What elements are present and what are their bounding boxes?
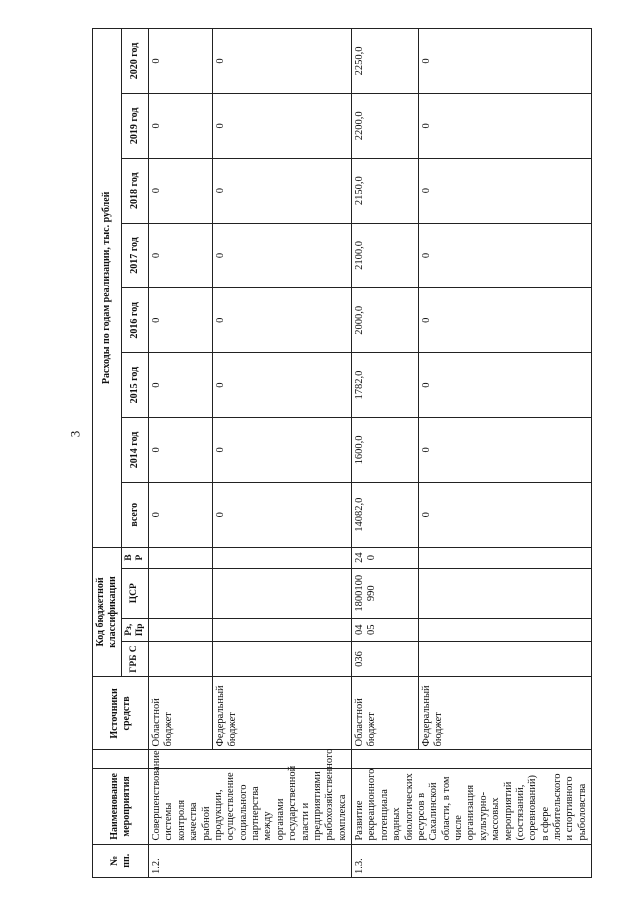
row-name: Совершенствование системы контроля качества рыбной продукции, осуществление социального партнерства между органами государственной власти и предприятиями рыбохозяйственного комплекса xyxy=(149,769,352,844)
row-year-value: 0 xyxy=(149,288,213,353)
table-row xyxy=(149,29,213,878)
row-year-value: 0 xyxy=(418,223,591,288)
row-year-value: 0 xyxy=(212,353,351,418)
row-source: Областной бюджет xyxy=(149,677,213,750)
header-grbs: ГРБ С xyxy=(121,641,148,677)
row-year-value: 0 xyxy=(212,158,351,223)
row-total: 0 xyxy=(212,482,351,547)
row-total: 14082,0 xyxy=(352,482,419,547)
row-year-value: 0 xyxy=(418,418,591,483)
header-name: Наименование мероприятия xyxy=(93,769,149,844)
budget-table-rotated xyxy=(92,28,588,878)
row-year-value: 0 xyxy=(149,158,213,223)
row-year-value: 2250,0 xyxy=(352,29,419,94)
row-source: Федеральный бюджет xyxy=(212,677,351,750)
table-row xyxy=(352,29,419,878)
row-year-value: 0 xyxy=(212,223,351,288)
row-year-value: 0 xyxy=(212,288,351,353)
header-csr: ЦСР xyxy=(121,568,148,618)
row-vr xyxy=(149,547,213,568)
row-spacer xyxy=(352,750,592,769)
row-year-value: 2100,0 xyxy=(352,223,419,288)
row-year-value: 0 xyxy=(418,29,591,94)
header-year: 2016 год xyxy=(121,288,148,353)
row-year-value: 0 xyxy=(418,158,591,223)
row-rzpr xyxy=(212,618,351,641)
header-spacer xyxy=(93,750,149,769)
row-vr xyxy=(418,547,591,568)
row-grbs: 036 xyxy=(352,641,419,677)
row-csr: 1800100 990 xyxy=(352,568,419,618)
row-vr xyxy=(212,547,351,568)
row-total: 0 xyxy=(149,482,213,547)
row-year-value: 0 xyxy=(149,93,213,158)
header-code-group: Код бюджетной классификации xyxy=(93,547,122,677)
row-csr xyxy=(149,568,213,618)
header-year: 2018 год xyxy=(121,158,148,223)
row-year-value: 0 xyxy=(149,29,213,94)
row-rzpr: 04 05 xyxy=(352,618,419,641)
row-year-value: 2200,0 xyxy=(352,93,419,158)
row-year-value: 0 xyxy=(149,223,213,288)
header-year: 2014 год xyxy=(121,418,148,483)
header-rzpr: Рз, Пр xyxy=(121,618,148,641)
row-total: 0 xyxy=(418,482,591,547)
row-num: 1.2. xyxy=(149,844,352,877)
row-year-value: 0 xyxy=(212,418,351,483)
row-year-value: 0 xyxy=(418,353,591,418)
row-grbs xyxy=(149,641,213,677)
row-year-value: 0 xyxy=(418,93,591,158)
row-vr: 24 0 xyxy=(352,547,419,568)
header-source: Источники средств xyxy=(93,677,149,750)
row-year-value: 1600,0 xyxy=(352,418,419,483)
header-year: 2017 год xyxy=(121,223,148,288)
header-total: всего xyxy=(121,482,148,547)
header-row-1 xyxy=(93,29,122,878)
row-spacer xyxy=(149,750,352,769)
header-vr: В Р xyxy=(121,547,148,568)
budget-table xyxy=(92,28,592,878)
row-csr xyxy=(418,568,591,618)
row-year-value: 2150,0 xyxy=(352,158,419,223)
row-grbs xyxy=(212,641,351,677)
row-csr xyxy=(212,568,351,618)
row-year-value: 0 xyxy=(418,288,591,353)
row-grbs xyxy=(418,641,591,677)
row-year-value: 1782,0 xyxy=(352,353,419,418)
page-number: 3 xyxy=(67,430,83,438)
row-year-value: 0 xyxy=(212,29,351,94)
row-rzpr xyxy=(418,618,591,641)
row-name: Развитие рекреационного потенциала водных биологических ресурсов в Сахалинской области, в том числе организация культурно-массовых мероприятий (состязаний, соревнований) в сфере любительского и спортивного рыболовства xyxy=(352,769,592,844)
header-year: 2015 год xyxy=(121,353,148,418)
row-year-value: 0 xyxy=(149,418,213,483)
row-year-value: 0 xyxy=(149,353,213,418)
header-year: 2020 год xyxy=(121,29,148,94)
header-num: № пп. xyxy=(93,844,149,877)
row-year-value: 0 xyxy=(212,93,351,158)
row-source: Областной бюджет xyxy=(352,677,419,750)
header-expenses-group: Расходы по годам реализации, тыс. рублей xyxy=(93,29,122,548)
header-year: 2019 год xyxy=(121,93,148,158)
row-year-value: 2000,0 xyxy=(352,288,419,353)
row-rzpr xyxy=(149,618,213,641)
row-source: Федеральный бюджет xyxy=(418,677,591,750)
row-num: 1.3. xyxy=(352,844,592,877)
